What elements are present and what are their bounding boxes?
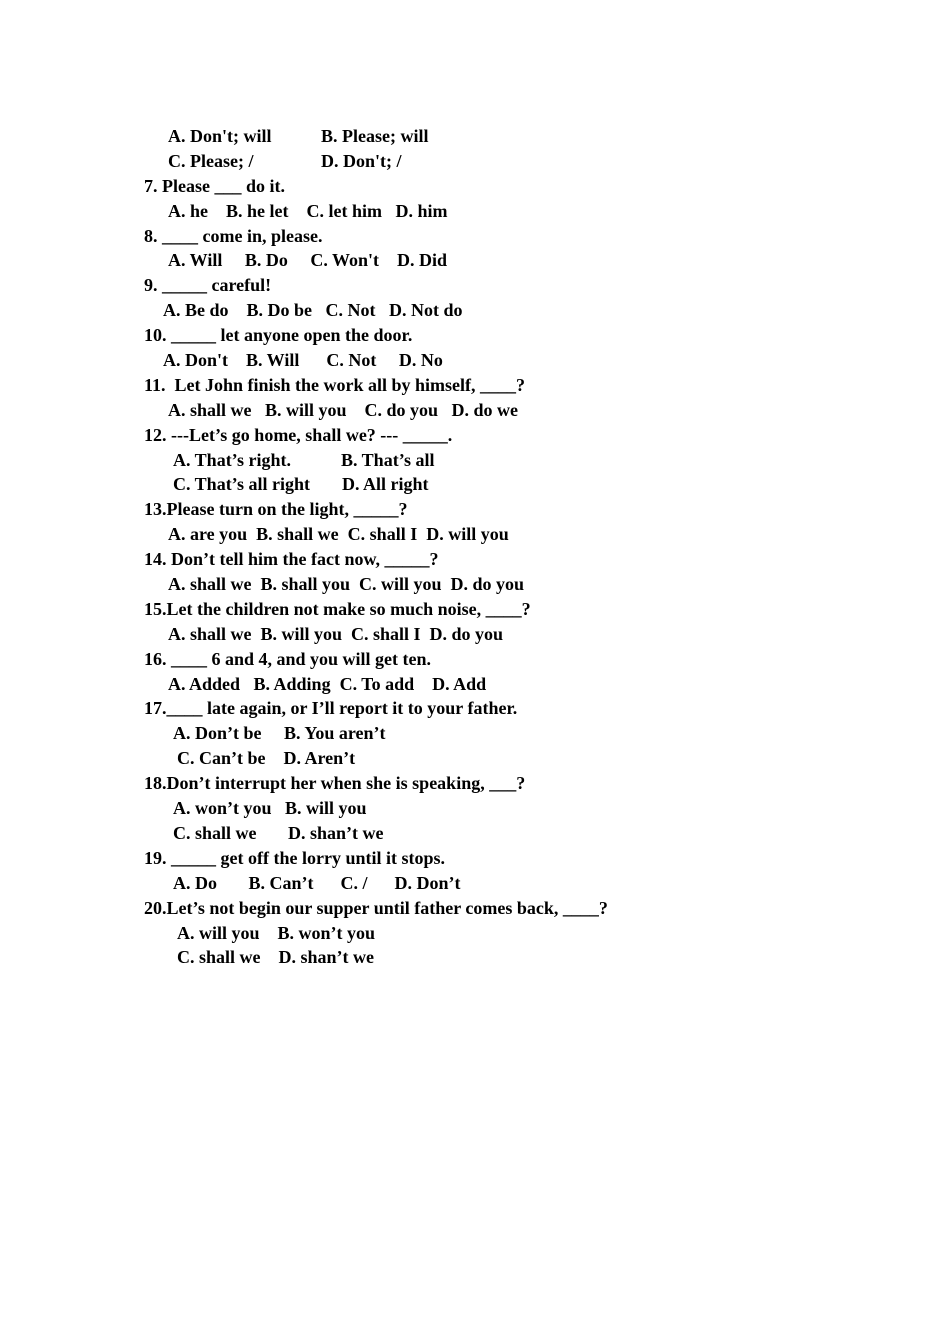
options-line	[0, 522, 950, 547]
option-pair-right: D. Don't; /	[321, 150, 402, 171]
option-pair-left: A. That’s right.	[173, 449, 292, 470]
options-text: A. Will B. Do C. Won't D. Did	[168, 250, 448, 271]
question-17	[0, 696, 950, 721]
options-line	[0, 921, 950, 946]
question-14	[0, 547, 950, 572]
question-7	[0, 174, 950, 199]
question-text: 10. _____ let anyone open the door.	[144, 325, 413, 346]
options-text: A. he B. he let C. let him D. him	[168, 200, 448, 221]
question-text: 20.Let’s not begin our supper until father comes back, ____?	[144, 897, 608, 918]
question-15	[0, 597, 950, 622]
options-text: A. shall we B. shall you C. will you D. do you	[168, 574, 525, 595]
question-text: 13.Please turn on the light, _____?	[144, 499, 408, 520]
options-line	[0, 672, 950, 697]
question-16	[0, 647, 950, 672]
option-pair-left: C. Please; /	[168, 150, 254, 171]
options-line	[0, 348, 950, 373]
question-10	[0, 323, 950, 348]
options-text: C. shall we D. shan’t we	[173, 822, 384, 843]
question-text: 16. ____ 6 and 4, and you will get ten.	[144, 648, 432, 669]
question-20	[0, 896, 950, 921]
options-text: A. won’t you B. will you	[173, 798, 367, 819]
options-line	[0, 746, 950, 771]
options-text: A. Don't B. Will C. Not D. No	[163, 350, 443, 371]
options-line	[0, 945, 950, 970]
options-text: A. Be do B. Do be C. Not D. Not do	[163, 300, 463, 321]
exercise-document	[0, 124, 950, 970]
question-text: 8. ____ come in, please.	[144, 225, 323, 246]
option-pair-left: C. That’s all right	[173, 474, 311, 495]
options-text: C. shall we D. shan’t we	[177, 947, 375, 968]
question-8	[0, 224, 950, 249]
options-text: A. Don’t be B. You aren’t	[173, 723, 386, 744]
question-text: 15.Let the children not make so much noise, ____?	[144, 598, 531, 619]
option-pair-left: A. Don't; will	[168, 126, 272, 146]
question-text: 14. Don’t tell him the fact now, _____?	[144, 549, 439, 570]
question-text: 17.____ late again, or I’ll report it to your father.	[144, 698, 518, 719]
question-19	[0, 846, 950, 871]
question-12	[0, 423, 950, 448]
options-line	[0, 721, 950, 746]
options-line	[0, 398, 950, 423]
options-line	[0, 199, 950, 224]
options-line	[0, 298, 950, 323]
options-text: A. Do B. Can’t C. / D. Don’t	[173, 872, 461, 893]
options-line	[0, 248, 950, 273]
options-line	[0, 622, 950, 647]
options-text: A. shall we B. will you C. do you D. do we	[168, 399, 519, 420]
question-18	[0, 771, 950, 796]
option-pair-right: B. Please; will	[321, 126, 429, 146]
options-line	[0, 821, 950, 846]
options-text: C. Can’t be D. Aren’t	[177, 748, 356, 769]
options-line	[0, 124, 950, 149]
question-text: 7. Please ___ do it.	[144, 175, 285, 196]
question-text: 9. _____ careful!	[144, 275, 272, 296]
question-text: 18.Don’t interrupt her when she is speaking, ___?	[144, 773, 526, 794]
question-9	[0, 273, 950, 298]
question-text: 12. ---Let’s go home, shall we? --- _____.	[144, 424, 453, 445]
options-line	[0, 448, 950, 473]
options-text: A. will you B. won’t you	[177, 922, 376, 943]
options-text: A. shall we B. will you C. shall I D. do you	[168, 623, 504, 644]
question-text: 11. Let John finish the work all by himself, ____?	[144, 374, 526, 395]
options-line	[0, 796, 950, 821]
options-text: A. are you B. shall we C. shall I D. will you	[168, 524, 509, 545]
options-text: A. Added B. Adding C. To add D. Add	[168, 673, 487, 694]
question-13	[0, 497, 950, 522]
options-line	[0, 149, 950, 174]
options-line	[0, 572, 950, 597]
option-pair-right: D. All right	[342, 474, 429, 495]
options-line	[0, 871, 950, 896]
options-line	[0, 472, 950, 497]
question-11	[0, 373, 950, 398]
option-pair-right: B. That’s all	[341, 449, 435, 470]
question-text: 19. _____ get off the lorry until it stops.	[144, 847, 445, 868]
